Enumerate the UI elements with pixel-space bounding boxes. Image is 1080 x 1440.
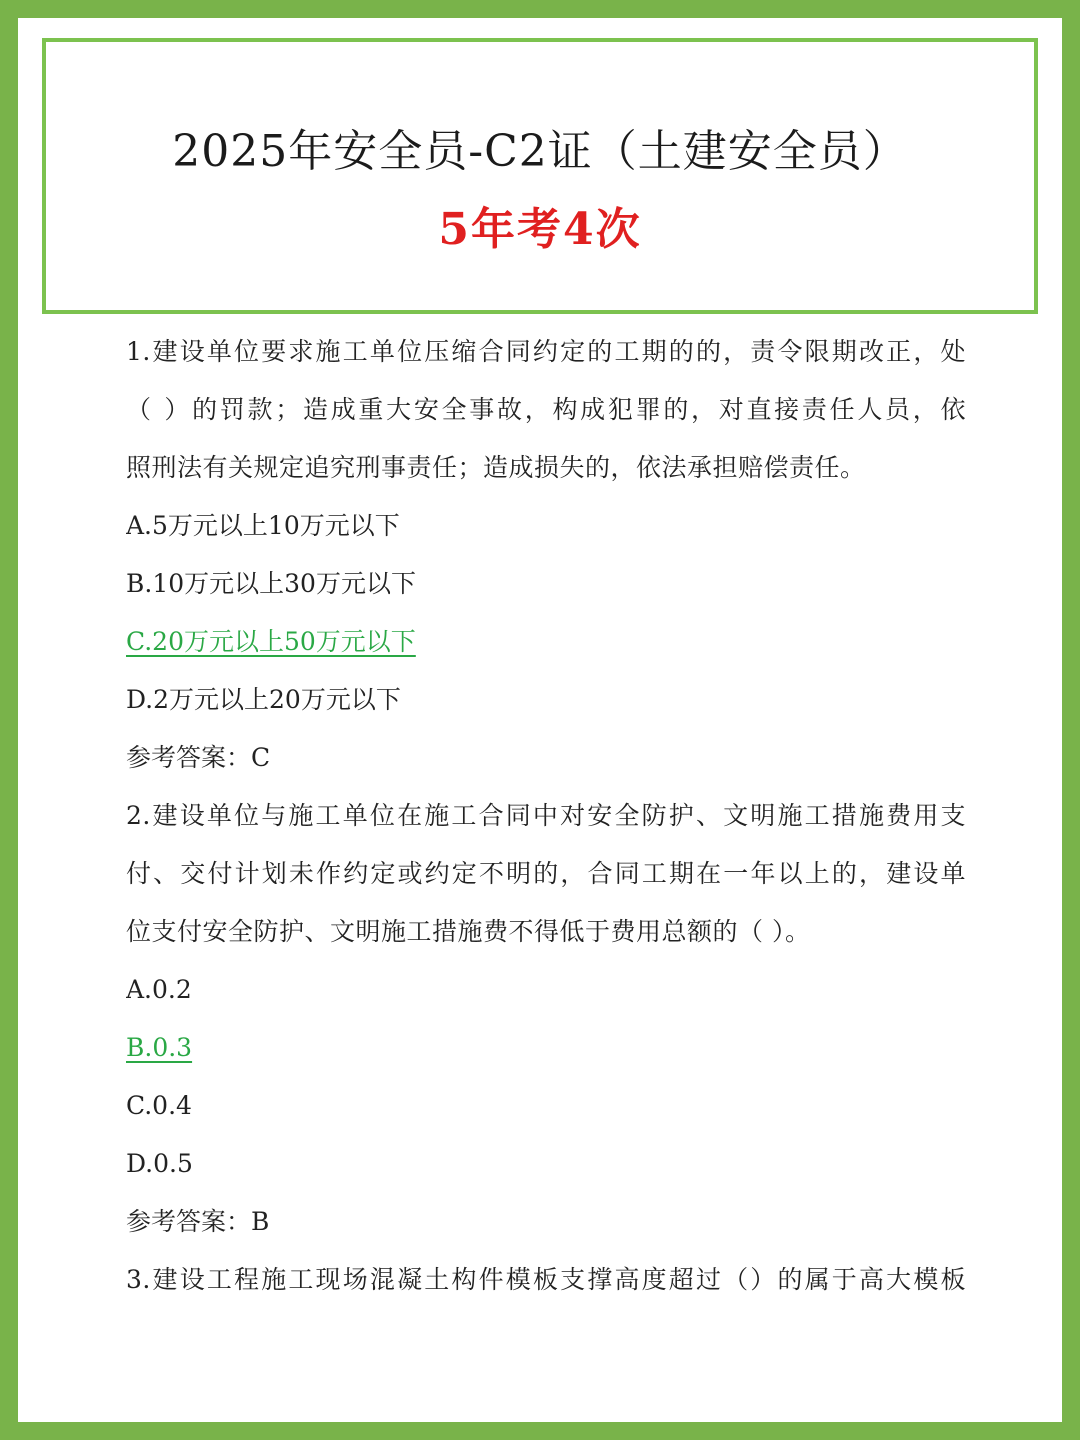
question-1-option-c-correct xyxy=(126,613,966,671)
question-list xyxy=(126,323,966,1309)
question-1-option-a: A.5万元以上10万元以下 xyxy=(126,511,400,540)
question-1-answer: 参考答案：C xyxy=(126,743,271,772)
question-2-stem-line: 2.建设单位与施工单位在施工合同中对安全防护、文明施工措施费用支 xyxy=(126,801,966,830)
question-2-option-c: C.0.4 xyxy=(126,1091,192,1120)
question-3-stem-line: 3.建设工程施工现场混凝土构件模板支撑高度超过（）的属于高大模板 xyxy=(126,1265,966,1294)
question-2-option-b-correct xyxy=(126,1019,966,1077)
question-1-stem-line: （ ）的罚款；造成重大安全事故，构成犯罪的，对直接责任人员，依 xyxy=(126,395,966,424)
correct-option-text: C.20万元以上50万元以下 xyxy=(126,627,416,656)
question-1-stem-line: 1.建设单位要求施工单位压缩合同约定的工期的的，责令限期改正，处 xyxy=(126,337,966,366)
question-1-option-b: B.10万元以上30万元以下 xyxy=(126,569,416,598)
question-1-option-d: D.2万元以上20万元以下 xyxy=(126,685,401,714)
question-2-stem-line: 付、交付计划未作约定或约定不明的，合同工期在一年以上的，建设单 xyxy=(126,859,966,888)
question-2-answer: 参考答案：B xyxy=(126,1207,270,1236)
question-2-option-d: D.0.5 xyxy=(126,1149,193,1178)
question-2-option-a: A.0.2 xyxy=(126,975,192,1004)
header-box xyxy=(42,38,1038,314)
page-subtitle: 5年考4次 xyxy=(438,204,642,255)
page-title: 2025年安全员-C2证（土建安全员） xyxy=(172,126,908,177)
correct-option-text: B.0.3 xyxy=(126,1033,193,1062)
question-2-stem-line: 位支付安全防护、文明施工措施费不得低于费用总额的（ ）。 xyxy=(126,917,811,946)
question-1-stem-line: 照刑法有关规定追究刑事责任；造成损失的，依法承担赔偿责任。 xyxy=(126,453,866,482)
